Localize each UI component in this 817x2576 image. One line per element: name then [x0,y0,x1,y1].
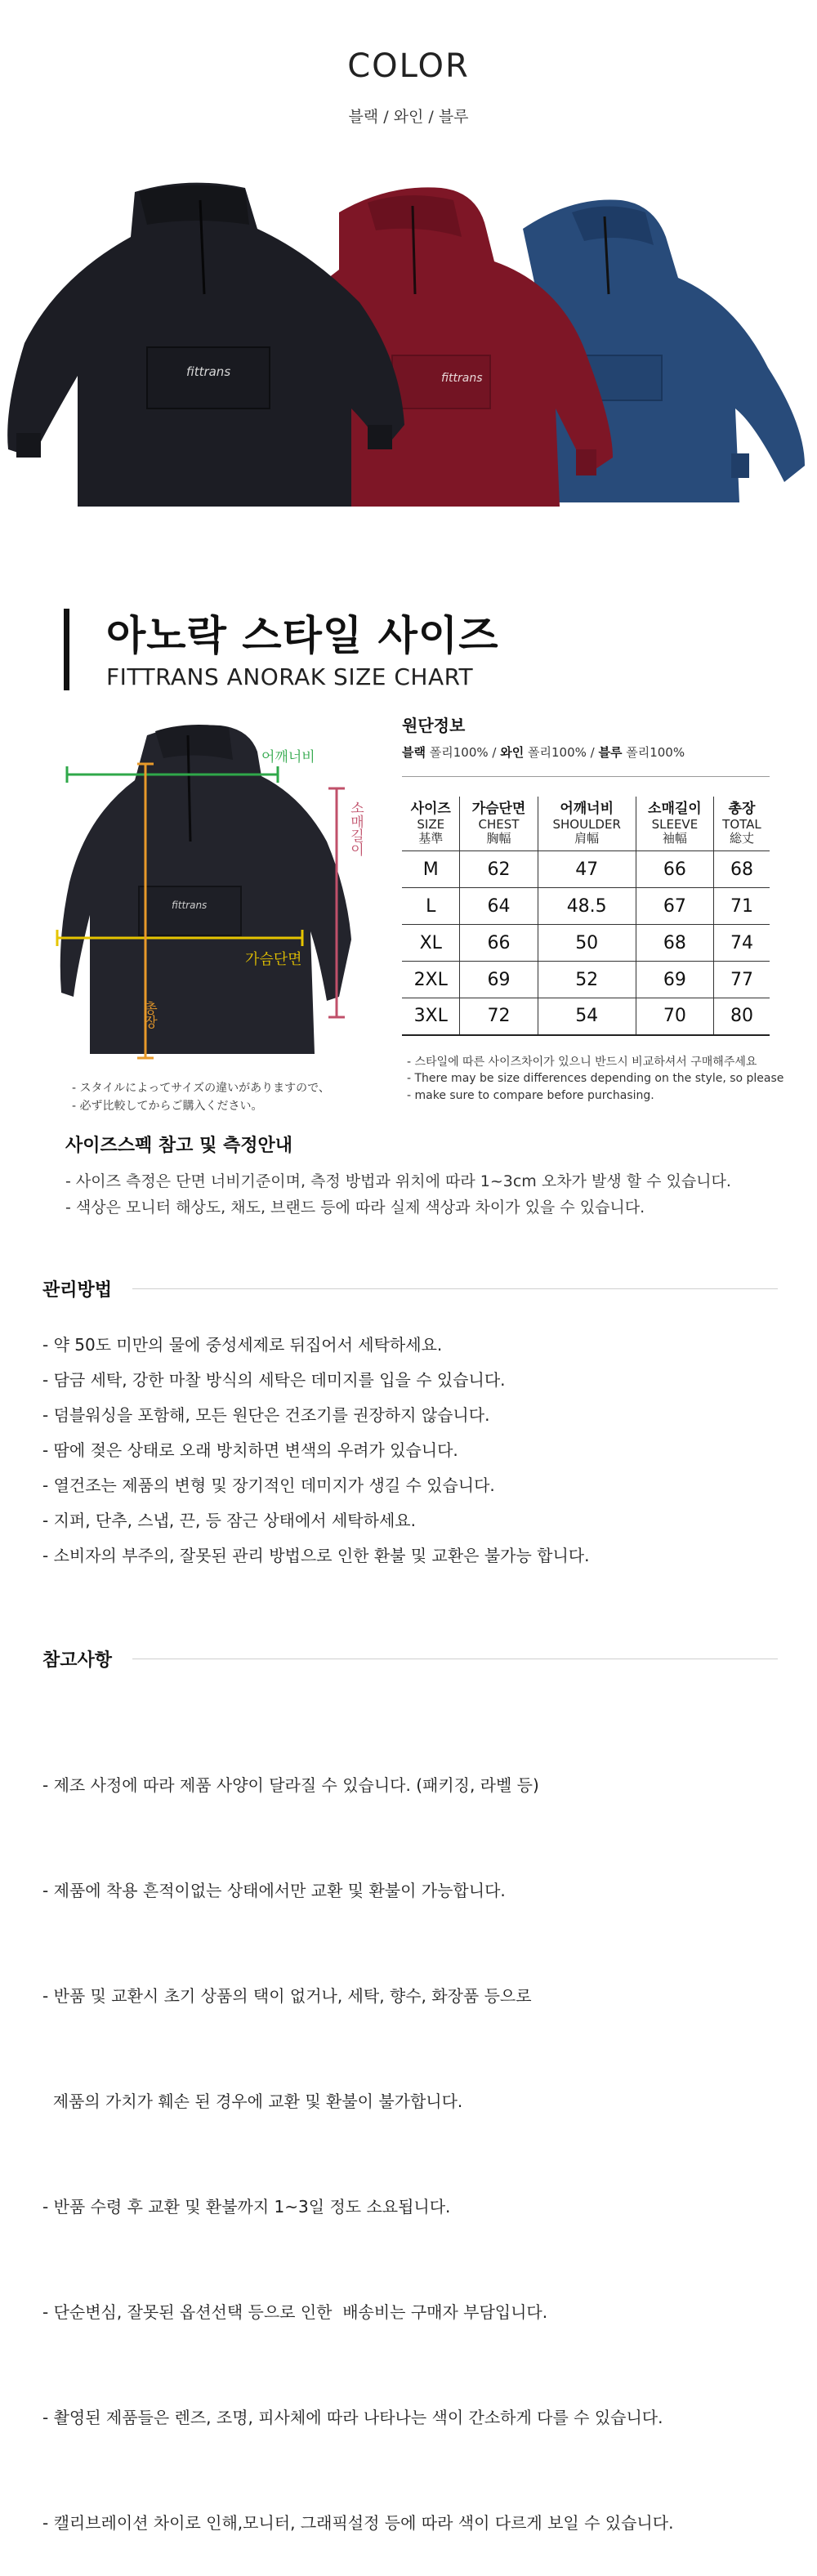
table-row [402,998,770,1035]
header-sleeve: 소매길이 SLEEVE 袖幅 [636,797,713,851]
measure-label-sleeve: 소매길이 [347,801,364,856]
list-item: - 캘리브레이션 차이로 인해,모니터, 그래픽설정 등에 따라 색이 다르게 보일 수 있습니다. [42,2513,674,2533]
svg-text:fittrans: fittrans [172,900,208,911]
cell-size: XL [402,925,460,962]
cell-shoulder: 48.5 [538,888,636,925]
spec-line: - 색상은 모니터 해상도, 채도, 브랜드 등에 따라 실제 색상과 차이가 있을 수 있습니다. [65,1199,645,1217]
list-item: 제품의 가치가 훼손 된 경우에 교환 및 환불이 불가합니다. [42,2092,463,2111]
cell-shoulder: 54 [538,998,636,1035]
fabric-color-2: 블루 [598,745,623,760]
size-notes-left [72,1080,330,1115]
note-line: - 必ず比較してからご購入ください。 [72,1099,263,1113]
header-total: 총장 TOTAL 総丈 [713,797,770,851]
list-item: - 땀에 젖은 상태로 오래 방치하면 변색의 우려가 있습니다. [42,1440,458,1460]
fabric-title: 원단정보 [402,716,466,735]
size-section-bar [64,609,69,690]
cell-chest: 64 [460,888,538,925]
table-row [402,851,770,888]
fabric-color-1: 와인 [500,745,525,760]
list-item: - 단순변심, 잘못된 옵션선택 등으로 인한 배송비는 구매자 부담입니다. [42,2302,548,2322]
cell-shoulder: 52 [538,962,636,998]
list-item: - 지퍼, 단추, 스냅, 끈, 등 잠근 상태에서 세탁하세요. [42,1511,416,1530]
cell-chest: 66 [460,925,538,962]
fabric-material-1: 폴리100% [528,745,587,760]
svg-text:fittrans: fittrans [441,372,483,385]
size-title-en: FITTRANS ANORAK SIZE CHART [106,663,474,690]
header-size: 사이즈 SIZE 基準 [410,801,451,846]
care-divider [132,1288,778,1289]
cell-total: 80 [713,998,770,1035]
list-item: - 반품 수령 후 교환 및 환불까지 1~3일 정도 소요됩니다. [42,2197,451,2217]
cell-size: 3XL [402,998,460,1035]
note-line: - 스타일에 따른 사이즈차이가 있으니 반드시 비교하셔서 구매해주세요 [407,1056,757,1069]
size-notes-right [407,1054,784,1104]
cell-sleeve: 67 [636,888,713,925]
cell-shoulder: 50 [538,925,636,962]
cell-total: 71 [713,888,770,925]
size-title-ko: 아노락 스타일 사이즈 [106,612,499,659]
cell-size: L [402,888,460,925]
cell-total: 68 [713,851,770,888]
measure-label-shoulder: 어깨너비 [261,749,315,766]
color-subtitle: 블랙 / 와인 / 블루 [348,108,469,126]
cell-shoulder: 47 [538,851,636,888]
fabric-divider [402,776,770,777]
note-line: - There may be size differences depending on the style, so please [407,1072,784,1086]
cell-total: 74 [713,925,770,962]
spec-title: 사이즈스펙 참고 및 측정안내 [65,1136,293,1156]
table-row [402,962,770,998]
list-item: - 열건조는 제품의 변형 및 장기적인 데미지가 생길 수 있습니다. [42,1476,495,1495]
note-line: - make sure to compare before purchasing. [407,1088,654,1102]
list-item: - 담금 세탁, 강한 마찰 방식의 세탁은 데미지를 입을 수 있습니다. [42,1370,506,1390]
jacket-colors-image [0,180,817,523]
cell-size: M [402,851,460,888]
list-item: - 소비자의 부주의, 잘못된 관리 방법으로 인한 환불 및 교환은 불가능 합니다. [42,1546,590,1565]
cell-sleeve: 66 [636,851,713,888]
cell-sleeve: 68 [636,925,713,962]
cell-chest: 72 [460,998,538,1035]
size-table [402,797,770,1036]
list-item: - 약 50도 미만의 물에 중성세제로 뒤집어서 세탁하세요. [42,1335,443,1355]
list-item: - 반품 및 교환시 초기 상품의 택이 없거나, 세탁, 향수, 화장품 등으로 [42,1986,532,2006]
svg-text:fittrans: fittrans [186,364,231,379]
list-item: - 제조 사정에 따라 제품 사양이 달라질 수 있습니다. (패키징, 라벨 등) [42,1775,539,1795]
header-shoulder: 어깨너비 SHOULDER 肩幅 [538,797,636,851]
size-table-header [402,797,770,851]
cell-sleeve: 69 [636,962,713,998]
table-row [402,925,770,962]
measure-label-length: 총장 [141,1001,157,1029]
spec-text [65,1168,784,1217]
cell-sleeve: 70 [636,998,713,1035]
notice-title: 참고사항 [42,1650,113,1671]
color-title: COLOR [347,47,470,85]
care-list [42,1328,589,1574]
header-chest: 가슴단면 CHEST 胸幅 [460,797,538,851]
table-row [402,888,770,925]
spec-line: - 사이즈 측정은 단면 너비기준이며, 측정 방법과 위치에 따라 1~3cm 오차가 발생 할 수 있습니다. [65,1172,731,1190]
measure-label-chest: 가슴단면 [245,951,302,968]
list-item: - 덤블워싱을 포함해, 모든 원단은 건조기를 권장하지 않습니다. [42,1405,490,1425]
list-item: - 촬영된 제품들은 렌즈, 조명, 피사체에 따라 나타나는 색이 간소하게 다를 수 있습니다. [42,2408,663,2427]
fabric-material-2: 폴리100% [626,745,685,760]
notice-list [42,1698,673,2576]
measure-diagram [57,719,392,1070]
cell-size: 2XL [402,962,460,998]
cell-chest: 62 [460,851,538,888]
fabric-material-0: 폴리100% [429,745,489,760]
cell-chest: 69 [460,962,538,998]
fabric-info: 블랙 폴리100% / 와인 폴리100% / 블루 폴리100% [402,745,685,760]
list-item: - 제품에 착용 흔적이없는 상태에서만 교환 및 환불이 가능합니다. [42,1881,506,1900]
care-title: 관리방법 [42,1280,113,1301]
cell-total: 77 [713,962,770,998]
fabric-color-0: 블랙 [402,745,426,760]
note-line: - スタイルによってサイズの違いがありますので、 [72,1082,330,1095]
